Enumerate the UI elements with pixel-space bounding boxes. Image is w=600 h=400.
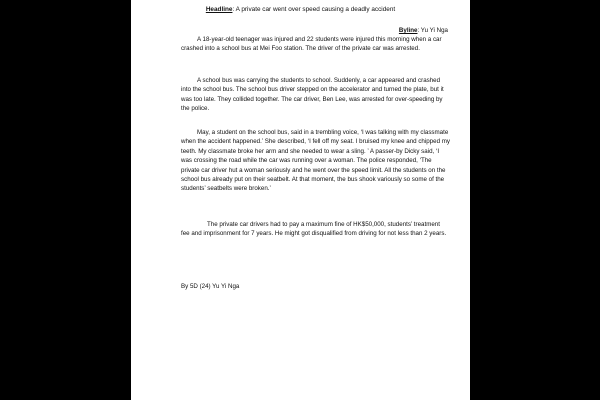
byline-text: : Yu Yi Nga <box>417 27 448 34</box>
headline-label: Headline <box>205 6 233 13</box>
paragraph-1: A 18-year-old teenager was injured and 22 students were injured this morning when a car crashed into a school bus at Mei Foo station. The driver of the private car was arrested. <box>181 36 442 53</box>
headline <box>131 5 470 14</box>
paragraph-2: A school bus was carrying the students to school. Suddenly, a car appeared and crashed into the school bus. The school bus driver stepped on the accelerator and turned the plate, but it was too late. They collided together. The car driver, Ben Lee, was arrested for over-speeding by the police. <box>181 77 444 113</box>
paragraph-3: May, a student on the school bus, said in a trembling voice, ‘I was talking with my classmate when the accident happened.’ She described, ‘I fell off my seat. I bruised my knee and chipped my teeth. My classmate broke her arm and she needed to wear a sling. ’ A passer-by Dicky said, ‘I was crossing the road while the car was running over a woman. The police responded, ‘The private car driver hut a woman seriously and he went over the speed limit. All the students on the school bus already put on their seatbelt. At that moment, the bus shook variously so some of the students’ seatbelts were broken.’ <box>181 129 450 193</box>
byline-label: Byline <box>398 27 418 34</box>
headline-text: : A private car went over speed causing a deadly accident <box>232 6 396 13</box>
document-page <box>131 0 470 400</box>
paragraph-4: The private car drivers had to pay a maximum fine of HK$50,000, students’ treatment fee and imprisonment for 7 years. He might got disqualified from driving for not less than 2 years. <box>181 221 447 238</box>
byline <box>399 26 448 35</box>
signoff: By 5D (24) Yu Yi Nga <box>181 283 240 290</box>
